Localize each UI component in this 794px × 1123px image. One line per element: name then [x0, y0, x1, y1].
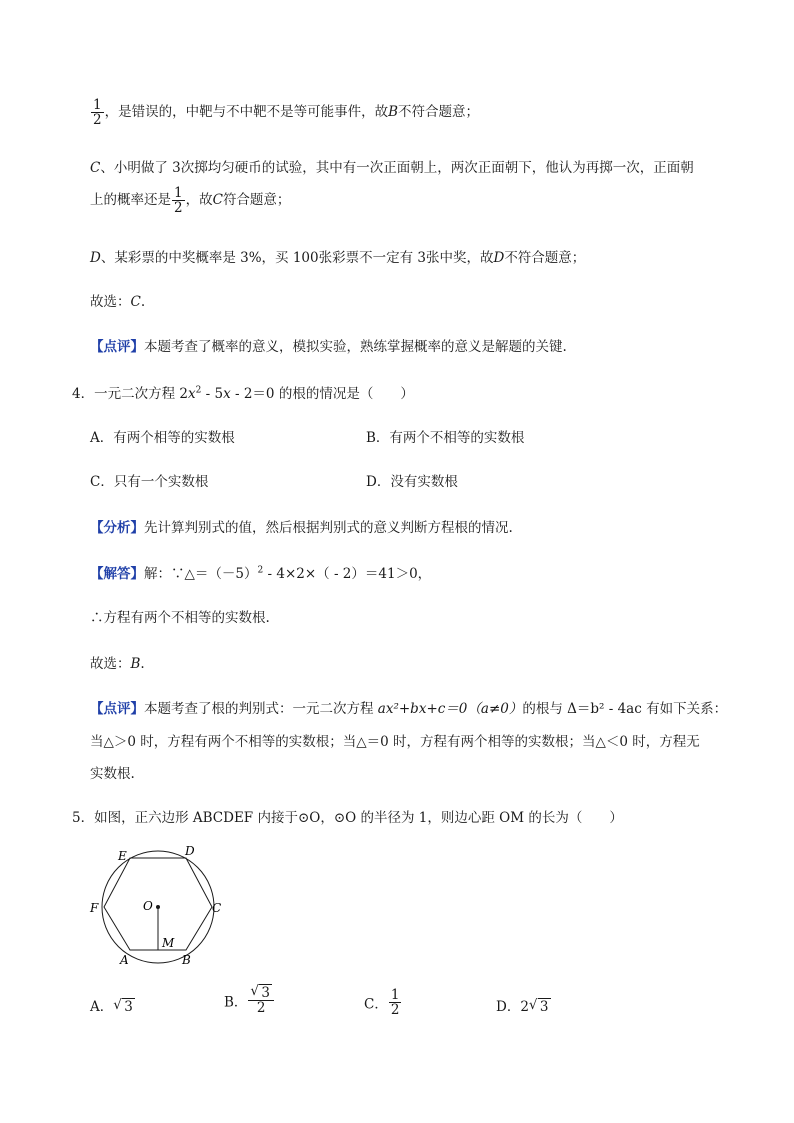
- q4-therefore: ∴方程有两个不相等的实数根.: [90, 610, 270, 626]
- label-a: A: [120, 953, 129, 967]
- q4-comment-line2: 当△＞0 时，方程有两个不相等的实数根；当△＝0 时，方程有两个相等的实数根；当△＜0 时，方程无: [90, 734, 700, 750]
- label-o: O: [143, 899, 153, 913]
- hexagon-figure: [86, 840, 236, 975]
- solution-c-line1: C、小明做了 3次掷均匀硬币的试验，其中有一次正面朝上，两次正面朝下，他认为再掷一次，正面朝: [90, 160, 694, 176]
- q4-option-d: D．没有实数根: [366, 474, 458, 490]
- fraction-one-half: $\frac{1}{2}$: [174, 185, 183, 217]
- question-4-stem: 4．一元二次方程 $2x^2 - 5x - 2=0$ 的根的情况是（ ）: [72, 385, 414, 402]
- q5-option-a: A． √ 3: [90, 997, 133, 1015]
- sqrt-3: √ 3: [528, 997, 549, 1015]
- q4-comment-line1: 【点评】本题考查了根的判别式：一元二次方程 ax²+bx+c＝0（a≠0）的根与 Δ＝b² - 4ac 有如下关系：: [90, 701, 728, 717]
- center-point: [156, 905, 160, 909]
- q4-answer: 【解答】解：$\because\triangle=(-5)^2 - 4\times 2\times( - 2)=41>0$，: [90, 565, 432, 582]
- sqrt-3: √ 3: [113, 997, 133, 1015]
- fraction-one-half: $\frac{1}{2}$: [390, 987, 400, 1019]
- label-f: F: [90, 901, 99, 915]
- solution-d: D、某彩票的中奖概率是 3%，买 100张彩票不一定有 3张中奖，故D不符合题意；: [90, 250, 586, 266]
- fraction-sqrt3-over-2: √ 3 2: [248, 986, 274, 1015]
- q4-choose: 故选：B.: [90, 656, 145, 672]
- q4-comment-line3: 实数根.: [90, 766, 135, 782]
- solution-c-line2: 上的概率还是 $\frac{1}{2}$ ，故C符合题意；: [90, 185, 291, 217]
- q5-option-c: C． $\frac{1}{2}$: [364, 987, 400, 1019]
- fraction-one-half: $\frac{1}{2}$: [93, 97, 102, 129]
- q4-option-b: B．有两个不相等的实数根: [366, 430, 525, 446]
- label-m: M: [162, 936, 175, 950]
- q4-option-c: C．只有一个实数根: [90, 474, 209, 490]
- comment-3: 【点评】本题考查了概率的意义，模拟实验，熟练掌握概率的意义是解题的关键.: [90, 339, 567, 355]
- label-c: C: [212, 901, 222, 915]
- label-b: B: [182, 953, 191, 967]
- q5-option-d: D．2 √ 3: [496, 997, 549, 1015]
- q4-option-a: A．有两个相等的实数根: [90, 430, 235, 446]
- label-e: E: [118, 849, 127, 863]
- q4-analysis: 【分析】先计算判别式的值，然后根据判别式的意义判断方程根的情况.: [90, 520, 513, 536]
- question-5-stem: 5．如图，正六边形 ABCDEF 内接于⊙O，⊙O 的半径为 1，则边心距 OM 的长为（ ）: [72, 810, 623, 826]
- label-d: D: [185, 844, 195, 858]
- solution-b-tail: $\frac{1}{2}$ ，是错误的，中靶与不中靶不是等可能事件，故B不符合题意；: [93, 97, 480, 129]
- q5-option-b: B． √ 3 2: [224, 986, 275, 1015]
- choose-answer-3: 故选：C.: [90, 294, 146, 310]
